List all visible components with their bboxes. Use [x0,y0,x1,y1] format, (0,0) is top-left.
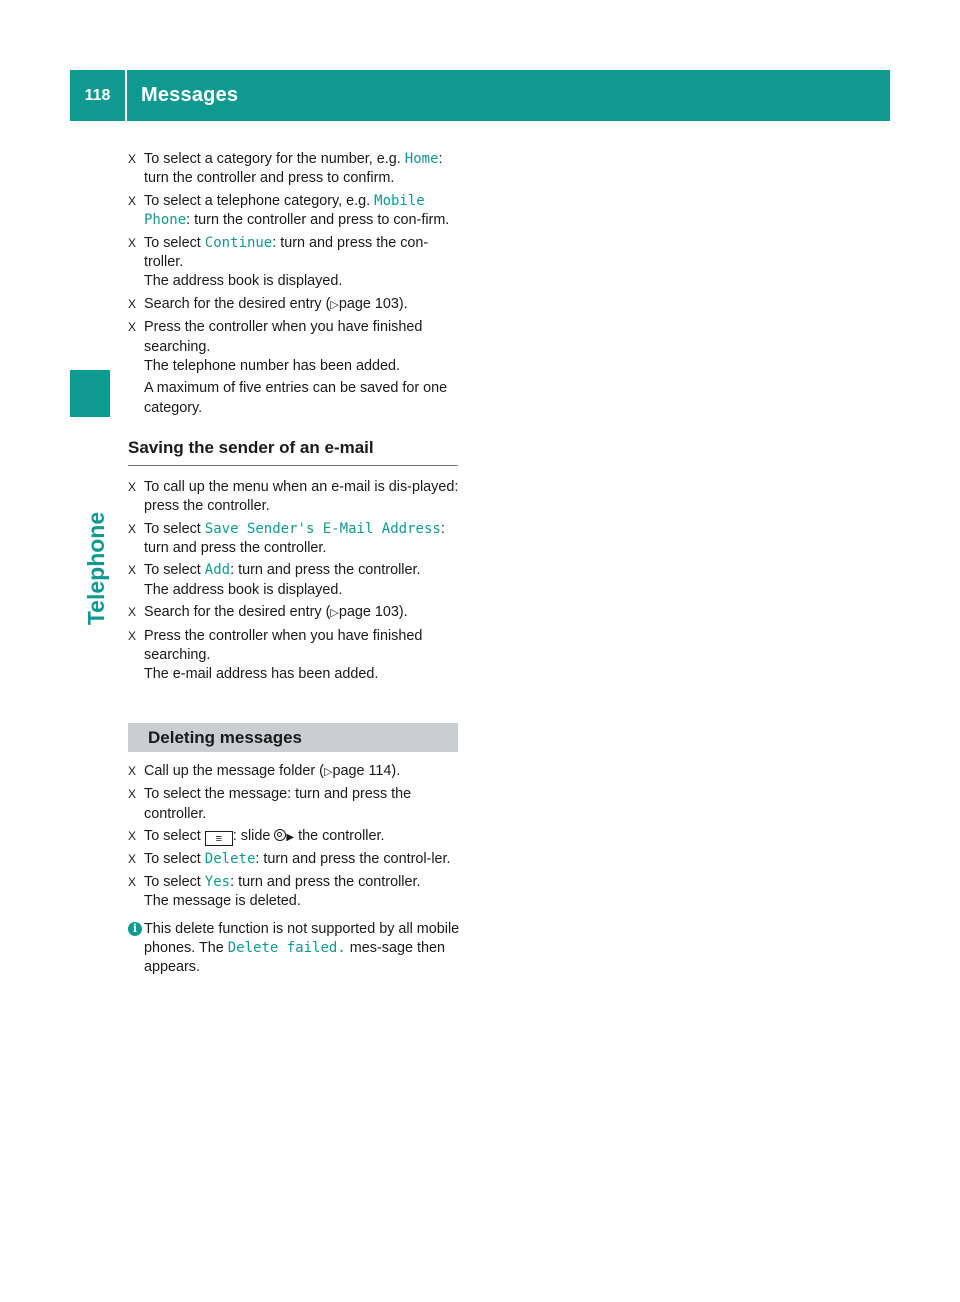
step-search-entry: X Search for the desired entry (▷page 103). [128,295,464,315]
step-arrow-icon: X [128,563,137,578]
ui-term-continue: Continue [204,234,273,251]
ui-term-home: Home [404,151,439,167]
step-result: The telephone number has been added. [144,358,401,375]
step-result: The address book is displayed. [144,273,343,290]
side-tab-label [74,511,120,625]
options-menu-icon: ≡ [205,831,233,846]
step-call-up-menu: X To call up the menu when an e-mail is dis-played: press the controller. [128,478,459,515]
step-select-save-sender: X To select Save Sender's E-Mail Address: turn and press the controller. [128,520,445,556]
content-column [128,150,464,978]
step-arrow-icon: X [128,235,137,250]
step-arrow-icon: X [128,763,137,778]
section-heading-saving-sender: Saving the sender of an e-mail [128,438,458,465]
slide-right-icon: ▶ [286,831,295,843]
section-title: Deleting messages [148,727,303,747]
side-tab-marker [70,370,110,417]
side-tab-text: Telephone [83,511,110,625]
step-result: The address book is displayed. [144,581,343,598]
step-select-category: X To select a category for the number, e.g. Home: turn the controller and press to confirm. [128,151,443,187]
step-select-add: X To select Add: turn and press the controller. The address book is displayed. [128,561,464,600]
step-search-entry: X Search for the desired entry (▷page 103). [128,603,464,623]
page-reference-link[interactable]: page 103). [338,295,408,312]
step-arrow-icon: X [128,852,137,867]
controller-dial-icon [274,829,286,841]
step-press-controller: X Press the controller when you have finished searching. The e-mail address has been added. [128,627,464,685]
step-arrow-icon: X [128,605,137,620]
ui-term-delete-failed: Delete failed. [227,940,346,956]
step-arrow-icon: X [128,521,137,536]
step-select-yes: X To select Yes: turn and press the controller. The message is deleted. [128,873,464,912]
step-arrow-icon: X [128,828,137,843]
step-result: The e-mail address has been added. [144,666,379,683]
step-arrow-icon: X [128,152,137,166]
step-call-up-folder: X Call up the message folder (▷page 114). [128,762,464,782]
page-reference-link[interactable]: page 103). [338,604,408,621]
step-select-telephone-category: X To select a telephone category, e.g. Mobile Phone: turn the controller and press to con-firm. [128,192,450,229]
info-note: i This delete function is not supported by all mobile phones. The Delete failed. mes-sage then appears. [128,920,464,978]
step-press-controller: X Press the controller when you have finished searching. The telephone number has been added. A maximum of five entries can be saved for one category. [128,318,464,418]
ui-term-add: Add [204,562,231,579]
ui-term-yes: Yes [204,873,231,890]
step-select-options: X To select ≡ : slide ▶ the controller. [128,827,385,845]
step-arrow-icon: X [128,320,137,335]
step-arrow-icon: X [128,193,137,208]
section-heading-deleting [128,723,458,752]
step-arrow-icon: X [128,787,137,802]
step-select-continue: X To select Continue: turn and press the con-troller. The address book is displayed. [128,234,464,292]
info-icon: i [128,922,142,936]
step-arrow-icon: X [128,479,137,494]
page-reference-icon: ▷ [330,298,339,311]
step-note: A maximum of five entries can be saved for one category. [144,380,448,416]
step-select-message: X To select the message: turn and press the controller. [128,786,412,822]
chapter-title: Messages [141,84,239,106]
ui-term-mobile-phone: Mobile Phone [144,192,425,229]
page-header [70,70,890,121]
step-result: The message is deleted. [144,893,301,910]
page-reference-icon: ▷ [323,765,333,778]
step-arrow-icon: X [128,628,137,643]
page-reference-link[interactable]: page 114). [332,762,401,779]
step-arrow-icon: X [128,296,137,311]
step-arrow-icon: X [128,874,137,889]
ui-term-delete: Delete [204,851,256,868]
step-select-delete: X To select Delete: turn and press the control-ler. [128,850,464,869]
page-reference-icon: ▷ [330,607,339,620]
page-number: 118 [84,86,111,104]
ui-term-save-sender-address: Save Sender's E-Mail Address [204,520,441,537]
